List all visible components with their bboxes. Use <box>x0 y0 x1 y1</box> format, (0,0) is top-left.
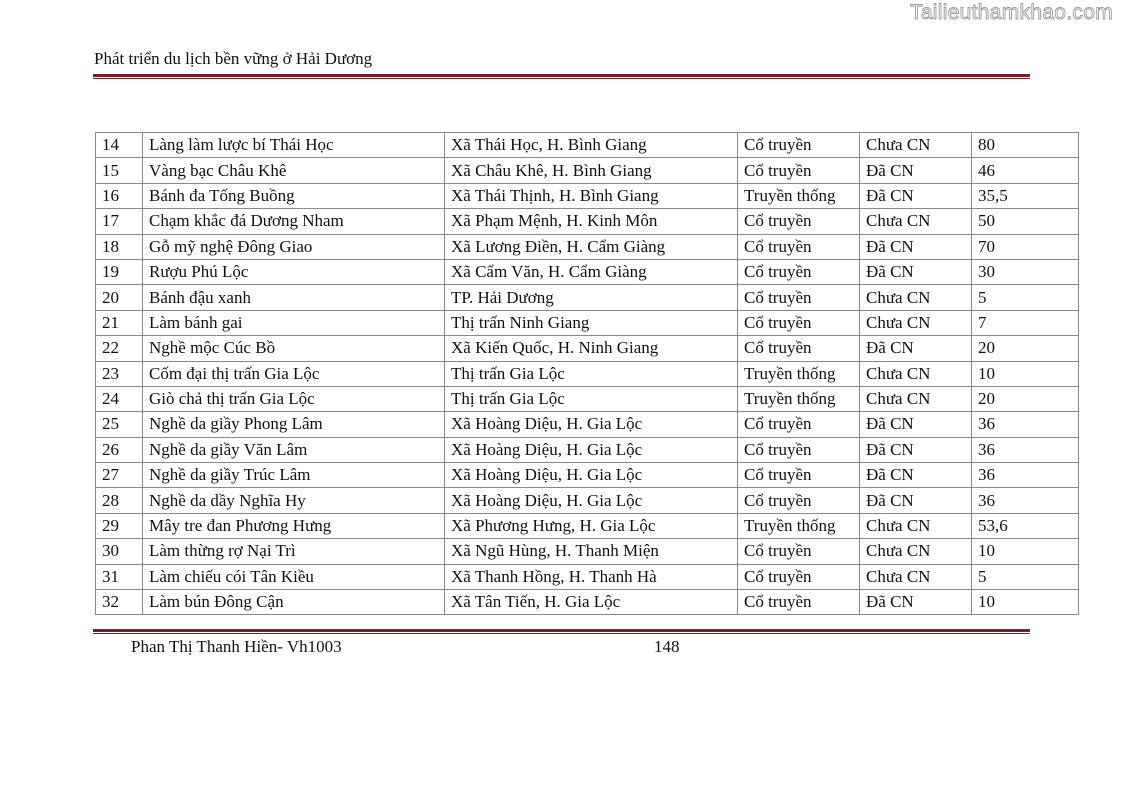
type-cell: Truyền thống <box>738 361 860 386</box>
location-cell: Xã Hoàng Diệu, H. Gia Lộc <box>445 463 738 488</box>
status-cell: Chưa CN <box>860 310 972 335</box>
row-number-cell: 17 <box>96 209 143 234</box>
type-cell: Truyền thống <box>738 513 860 538</box>
value-cell: 10 <box>972 539 1079 564</box>
row-number-cell: 31 <box>96 564 143 589</box>
table-row <box>96 158 1079 183</box>
location-cell: Xã Hoàng Diệu, H. Gia Lộc <box>445 437 738 462</box>
craft-name-cell: Nghề da giầy Trúc Lâm <box>143 463 445 488</box>
value-cell: 36 <box>972 437 1079 462</box>
value-cell: 7 <box>972 310 1079 335</box>
status-cell: Đã CN <box>860 437 972 462</box>
footer-rule <box>93 629 1030 634</box>
value-cell: 20 <box>972 336 1079 361</box>
location-cell: Xã Thanh Hồng, H. Thanh Hà <box>445 564 738 589</box>
craft-name-cell: Làm bánh gai <box>143 310 445 335</box>
status-cell: Chưa CN <box>860 133 972 158</box>
value-cell: 20 <box>972 386 1079 411</box>
table-row <box>96 488 1079 513</box>
type-cell: Cổ truyền <box>738 564 860 589</box>
value-cell: 46 <box>972 158 1079 183</box>
table-row <box>96 209 1079 234</box>
value-cell: 35,5 <box>972 183 1079 208</box>
value-cell: 10 <box>972 590 1079 615</box>
value-cell: 36 <box>972 463 1079 488</box>
location-cell: Thị trấn Gia Lộc <box>445 361 738 386</box>
location-cell: Xã Kiến Quốc, H. Ninh Giang <box>445 336 738 361</box>
status-cell: Chưa CN <box>860 513 972 538</box>
type-cell: Cổ truyền <box>738 539 860 564</box>
table-row <box>96 361 1079 386</box>
row-number-cell: 30 <box>96 539 143 564</box>
location-cell: Xã Hoàng Diệu, H. Gia Lộc <box>445 488 738 513</box>
row-number-cell: 15 <box>96 158 143 183</box>
type-cell: Cổ truyền <box>738 158 860 183</box>
craft-name-cell: Làm chiếu cói Tân Kiều <box>143 564 445 589</box>
header-rule <box>93 74 1030 79</box>
status-cell: Đã CN <box>860 158 972 183</box>
row-number-cell: 20 <box>96 285 143 310</box>
craft-name-cell: Rượu Phú Lộc <box>143 259 445 284</box>
type-cell: Cổ truyền <box>738 209 860 234</box>
type-cell: Truyền thống <box>738 183 860 208</box>
type-cell: Cổ truyền <box>738 437 860 462</box>
location-cell: TP. Hải Dương <box>445 285 738 310</box>
location-cell: Xã Thái Thịnh, H. Bình Giang <box>445 183 738 208</box>
value-cell: 80 <box>972 133 1079 158</box>
status-cell: Đã CN <box>860 183 972 208</box>
type-cell: Cổ truyền <box>738 133 860 158</box>
type-cell: Truyền thống <box>738 386 860 411</box>
row-number-cell: 19 <box>96 259 143 284</box>
type-cell: Cổ truyền <box>738 463 860 488</box>
table-row <box>96 285 1079 310</box>
table-row <box>96 183 1079 208</box>
value-cell: 5 <box>972 564 1079 589</box>
location-cell: Xã Phạm Mệnh, H. Kinh Môn <box>445 209 738 234</box>
type-cell: Cổ truyền <box>738 285 860 310</box>
status-cell: Đã CN <box>860 412 972 437</box>
status-cell: Chưa CN <box>860 386 972 411</box>
table-row <box>96 463 1079 488</box>
row-number-cell: 16 <box>96 183 143 208</box>
status-cell: Chưa CN <box>860 285 972 310</box>
craft-name-cell: Mây tre đan Phương Hưng <box>143 513 445 538</box>
type-cell: Cổ truyền <box>738 310 860 335</box>
status-cell: Chưa CN <box>860 564 972 589</box>
location-cell: Xã Ngũ Hùng, H. Thanh Miện <box>445 539 738 564</box>
document-header-title: Phát triển du lịch bền vững ở Hải Dương <box>94 49 373 68</box>
status-cell: Đã CN <box>860 463 972 488</box>
location-cell: Xã Cẩm Văn, H. Cẩm Giàng <box>445 259 738 284</box>
status-cell: Đã CN <box>860 259 972 284</box>
type-cell: Cổ truyền <box>738 234 860 259</box>
page-number: 148 <box>654 637 680 656</box>
location-cell: Xã Tân Tiến, H. Gia Lộc <box>445 590 738 615</box>
table-row <box>96 539 1079 564</box>
status-cell: Đã CN <box>860 336 972 361</box>
location-cell: Thị trấn Ninh Giang <box>445 310 738 335</box>
table-row <box>96 259 1079 284</box>
location-cell: Xã Hoàng Diệu, H. Gia Lộc <box>445 412 738 437</box>
table-row <box>96 513 1079 538</box>
row-number-cell: 26 <box>96 437 143 462</box>
craft-name-cell: Làm thừng rợ Nại Trì <box>143 539 445 564</box>
value-cell: 36 <box>972 488 1079 513</box>
type-cell: Cổ truyền <box>738 488 860 513</box>
craft-name-cell: Nghề mộc Cúc Bồ <box>143 336 445 361</box>
status-cell: Chưa CN <box>860 209 972 234</box>
craft-villages-table <box>95 132 1079 615</box>
table-row <box>96 310 1079 335</box>
table-row <box>96 564 1079 589</box>
craft-name-cell: Nghề da dầy Nghĩa Hy <box>143 488 445 513</box>
type-cell: Cổ truyền <box>738 590 860 615</box>
craft-name-cell: Làng làm lược bí Thái Học <box>143 133 445 158</box>
value-cell: 10 <box>972 361 1079 386</box>
value-cell: 70 <box>972 234 1079 259</box>
table-row <box>96 133 1079 158</box>
table-body <box>96 133 1079 615</box>
value-cell: 36 <box>972 412 1079 437</box>
location-cell: Xã Châu Khê, H. Bình Giang <box>445 158 738 183</box>
row-number-cell: 25 <box>96 412 143 437</box>
value-cell: 5 <box>972 285 1079 310</box>
value-cell: 30 <box>972 259 1079 284</box>
watermark: Tailieuthamkhao.com <box>910 1 1113 24</box>
location-cell: Xã Thái Học, H. Bình Giang <box>445 133 738 158</box>
table-row <box>96 386 1079 411</box>
row-number-cell: 14 <box>96 133 143 158</box>
craft-name-cell: Nghề da giầy Văn Lâm <box>143 437 445 462</box>
row-number-cell: 27 <box>96 463 143 488</box>
craft-name-cell: Nghề da giầy Phong Lâm <box>143 412 445 437</box>
status-cell: Đã CN <box>860 488 972 513</box>
row-number-cell: 18 <box>96 234 143 259</box>
row-number-cell: 21 <box>96 310 143 335</box>
row-number-cell: 23 <box>96 361 143 386</box>
craft-name-cell: Gỗ mỹ nghệ Đông Giao <box>143 234 445 259</box>
craft-name-cell: Chạm khắc đá Dương Nham <box>143 209 445 234</box>
row-number-cell: 32 <box>96 590 143 615</box>
value-cell: 53,6 <box>972 513 1079 538</box>
table-row <box>96 412 1079 437</box>
status-cell: Chưa CN <box>860 539 972 564</box>
craft-name-cell: Giò chả thị trấn Gia Lộc <box>143 386 445 411</box>
craft-name-cell: Bánh đa Tống Buồng <box>143 183 445 208</box>
type-cell: Cổ truyền <box>738 336 860 361</box>
craft-name-cell: Cốm đại thị trấn Gia Lộc <box>143 361 445 386</box>
row-number-cell: 28 <box>96 488 143 513</box>
value-cell: 50 <box>972 209 1079 234</box>
table-row <box>96 590 1079 615</box>
row-number-cell: 29 <box>96 513 143 538</box>
row-number-cell: 24 <box>96 386 143 411</box>
location-cell: Xã Lương Điền, H. Cẩm Giàng <box>445 234 738 259</box>
craft-name-cell: Vàng bạc Châu Khê <box>143 158 445 183</box>
location-cell: Thị trấn Gia Lộc <box>445 386 738 411</box>
footer-author: Phan Thị Thanh Hiền- Vh1003 <box>131 637 342 656</box>
status-cell: Đã CN <box>860 234 972 259</box>
type-cell: Cổ truyền <box>738 412 860 437</box>
status-cell: Chưa CN <box>860 361 972 386</box>
craft-name-cell: Làm bún Đông Cận <box>143 590 445 615</box>
table-row <box>96 234 1079 259</box>
type-cell: Cổ truyền <box>738 259 860 284</box>
location-cell: Xã Phương Hưng, H. Gia Lộc <box>445 513 738 538</box>
table-row <box>96 336 1079 361</box>
table-row <box>96 437 1079 462</box>
status-cell: Đã CN <box>860 590 972 615</box>
row-number-cell: 22 <box>96 336 143 361</box>
craft-name-cell: Bánh đậu xanh <box>143 285 445 310</box>
